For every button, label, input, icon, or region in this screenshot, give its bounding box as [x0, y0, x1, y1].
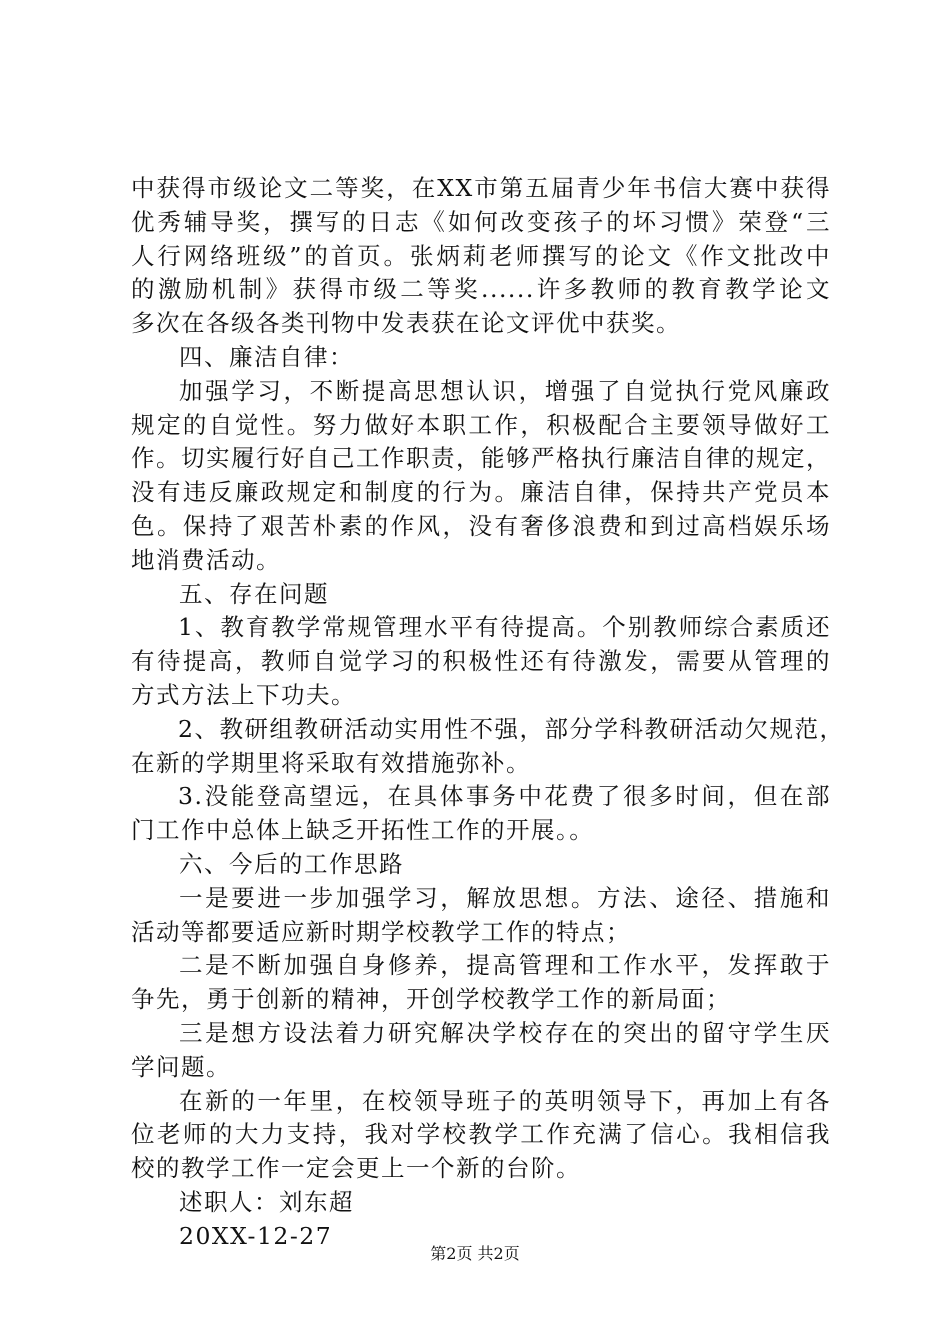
text-line: 门工作中总体上缺乏开拓性工作的开展。。	[131, 816, 595, 845]
text-line: 色。保持了艰苦朴素的作风，没有奢侈浪费和到过高档娱乐场	[131, 511, 831, 540]
text-line: 规定的自觉性。努力做好本职工作，积极配合主要领导做好工	[131, 410, 831, 439]
text-line: 二是不断加强自身修养，提高管理和工作水平，发挥敢于	[179, 951, 831, 980]
text-line: 作。切实履行好自己工作职责，能够严格执行廉洁自律的规定，	[131, 444, 831, 473]
text-line: 位老师的大力支持，我对学校教学工作充满了信心。我相信我	[131, 1120, 831, 1149]
text-line: 学问题。	[131, 1052, 231, 1081]
text-line: 人行网络班级”的首页。张炳莉老师撰写的论文《作文批改中	[131, 241, 831, 270]
text-line: 优秀辅导奖，撰写的日志《如何改变孩子的坏习惯》荣登“三	[131, 207, 831, 236]
text-line: 一是要进一步加强学习，解放思想。方法、途径、措施和	[179, 883, 831, 912]
page-footer: 第2页 共2页	[430, 1244, 520, 1263]
text-line: 有待提高，教师自觉学习的积极性还有待激发，需要从管理的	[131, 647, 831, 676]
text-line: 地消费活动。	[131, 545, 281, 574]
text-line: 争先，勇于创新的精神，开创学校教学工作的新局面；	[131, 985, 731, 1014]
signature-line: 述职人：刘东超	[179, 1187, 354, 1216]
section-heading: 四、廉洁自律：	[179, 342, 354, 371]
section-heading: 六、今后的工作思路	[179, 849, 404, 878]
text-line: 中获得市级论文二等奖，在XX市第五届青少年书信大赛中获得	[131, 174, 831, 202]
text-line: 1、教育教学常规管理水平有待提高。个别教师综合素质还	[178, 613, 831, 642]
text-line: 三是想方设法着力研究解决学校存在的突出的留守学生厌	[179, 1018, 831, 1047]
text-line: 加强学习，不断提高思想认识，增强了自觉执行党风廉政	[179, 376, 831, 405]
text-line: 的激励机制》获得市级二等奖......许多教师的教育教学论文	[131, 275, 831, 304]
text-line: 校的教学工作一定会更上一个新的台阶。	[131, 1154, 581, 1183]
text-line: 在新的学期里将采取有效措施弥补。	[131, 748, 531, 777]
text-line: 2、教研组教研活动实用性不强，部分学科教研活动欠规范，	[178, 714, 845, 743]
text-line: 活动等都要适应新时期学校教学工作的特点；	[131, 917, 631, 946]
section-heading: 五、存在问题	[179, 579, 329, 608]
document-body	[131, 172, 845, 1254]
text-line: 没有违反廉政规定和制度的行为。廉洁自律，保持共产党员本	[131, 478, 831, 507]
text-line: 方式方法上下功夫。	[131, 680, 356, 709]
text-line: 在新的一年里，在校领导班子的英明领导下，再加上有各	[179, 1086, 831, 1115]
date-line: 20XX-12-27	[179, 1221, 333, 1250]
text-line: 多次在各级各类刊物中发表获在论文评优中获奖。	[131, 309, 681, 338]
text-line: 3.没能登高望远，在具体事务中花费了很多时间，但在部	[178, 782, 831, 811]
